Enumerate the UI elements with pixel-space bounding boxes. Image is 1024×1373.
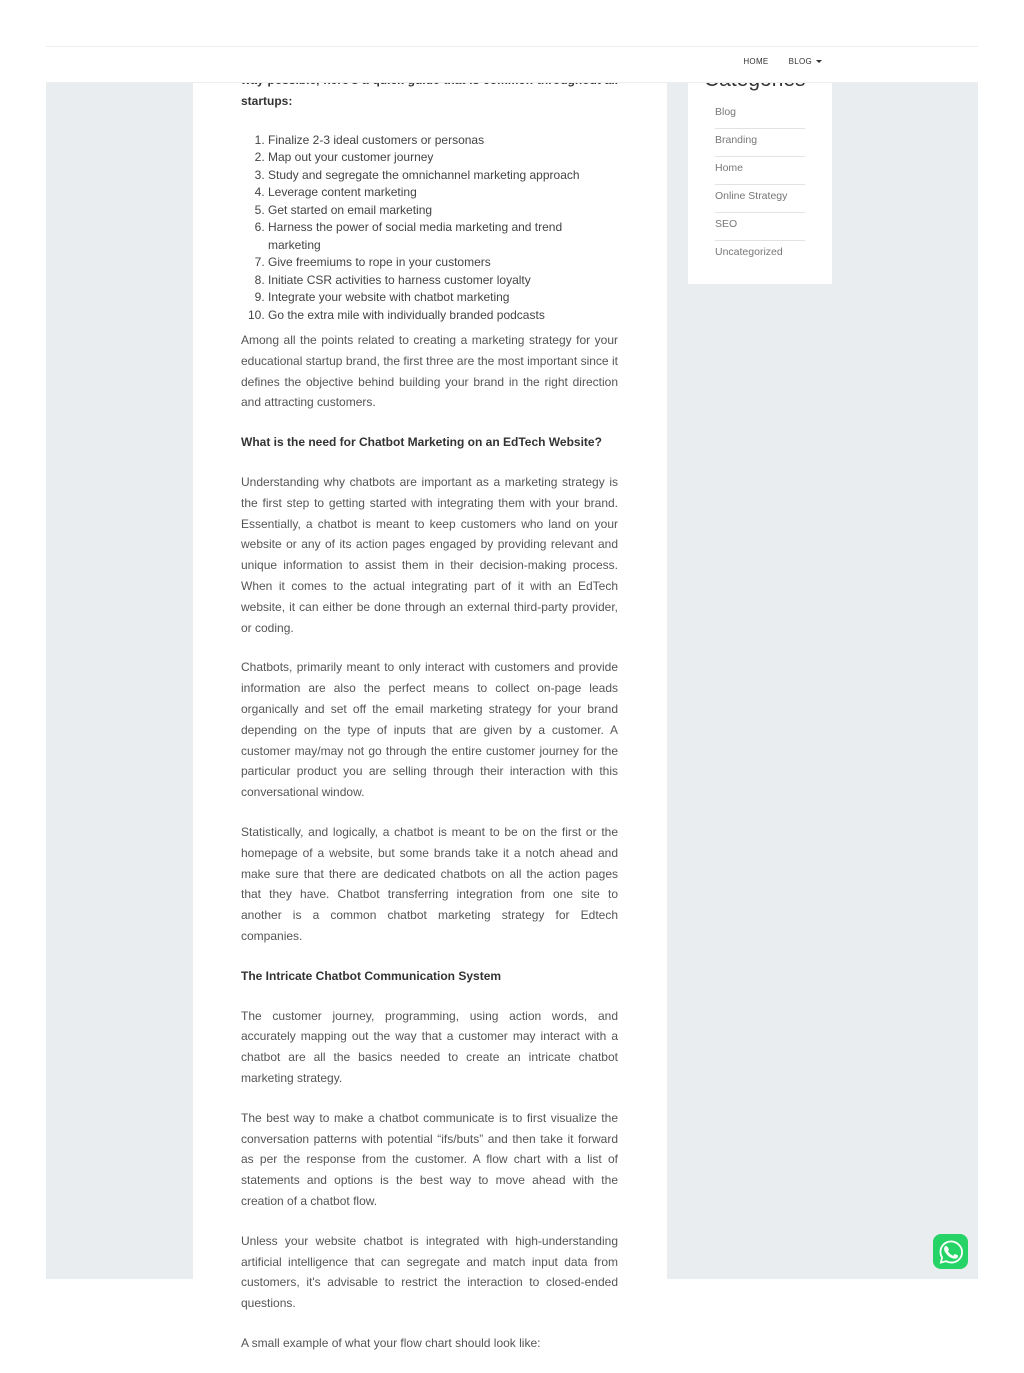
category-link-branding[interactable]: Branding: [715, 130, 805, 157]
list-item: 2. Map out your customer journey: [268, 149, 618, 167]
paragraph: Unless your website chatbot is integrated with high-understanding artificial intelligence that can segregate and match input data from customers, it's advisable to restrict the interaction to closed-ended questions.: [241, 1233, 618, 1311]
list-item: 6. Harness the power of social media marketing and trend marketing: [268, 219, 618, 254]
category-list: [715, 102, 805, 269]
nav-blog-label: BLOG: [788, 57, 812, 66]
list-item: 1. Finalize 2-3 ideal customers or personas: [268, 132, 618, 150]
article-body: [241, 70, 618, 1373]
list-item: 10. Go the extra mile with individually branded podcasts: [268, 307, 618, 325]
list-item: 9. Integrate your website with chatbot marketing: [268, 289, 618, 307]
paragraph: Among all the points related to creating a marketing strategy for your educational startup brand, the first three are the most important since it defines the objective behind building your brand in the right direction and attracting customers.: [241, 333, 618, 410]
strategy-list: [241, 132, 618, 325]
main-content: [193, 46, 667, 1350]
list-item: 4. Leverage content marketing: [268, 184, 618, 202]
paragraph: Chatbots, primarily meant to only interact with customers and provide information are also the perfect means to collect on-page leads organically and set off the email marketing strategy for your brand depending on the type of inputs that are given by a customer. A customer may/may not go through the entire customer journey for the particular product you are selling through their interaction with this conversational window.: [241, 660, 618, 800]
paragraph: The best way to make a chatbot communicate is to first visualize the conversation patterns with potential “ifs/buts” and then take it forward as per the response from the customer. A flow chart with a list of statements and options is the best way to move ahead with the creation of a chatbot flow.: [241, 1110, 618, 1208]
paragraph: Understanding why chatbots are important as a marketing strategy is the first step to getting started with integrating them with your brand. Essentially, a chatbot is meant to keep customers who land on your website or any of its action pages engaged by providing relevant and unique information to assist them in their decision-making process. When it comes to the actual integrating part of it with an EdTech website, it can either be done through an external third-party provider, or coding.: [241, 475, 618, 635]
whatsapp-icon: [938, 1239, 964, 1265]
nav-home[interactable]: HOME: [743, 57, 769, 66]
whatsapp-chat-button[interactable]: [933, 1234, 968, 1269]
nav-blog[interactable]: [789, 57, 822, 66]
list-item: 5. Get started on email marketing: [268, 202, 618, 220]
section-heading: What is the need for Chatbot Marketing on an EdTech Website?: [241, 435, 602, 450]
site-header: [46, 46, 978, 83]
paragraph: The customer journey, programming, using action words, and accurately mapping out the way that a customer may interact with a chatbot are all the basics needed to create an intricate chatbot marketing strategy.: [241, 1008, 618, 1085]
category-link-home[interactable]: Home: [715, 158, 805, 185]
list-item: 8. Initiate CSR activities to harness customer loyalty: [268, 272, 618, 290]
category-link-blog[interactable]: Blog: [715, 102, 805, 129]
section-heading: The Intricate Chatbot Communication System: [241, 968, 502, 983]
category-link-seo[interactable]: SEO: [715, 214, 805, 241]
intro-line: startups:: [241, 93, 293, 108]
main-nav: [743, 57, 822, 66]
category-link-online-strategy[interactable]: Online Strategy: [715, 186, 805, 213]
paragraph: Statistically, and logically, a chatbot is meant to be on the first or the homepage of a website, but some brands take it a notch ahead and make sure that there are dedicated chatbots on all the action pages that they have. Chatbot transferring integration from one site to another is a common chatbot marketing strategy for Edtech companies.: [241, 825, 618, 944]
list-item: 7. Give freemiums to rope in your customers: [268, 254, 618, 272]
category-link-uncategorized[interactable]: Uncategorized: [715, 246, 783, 258]
list-item: 3. Study and segregate the omnichannel marketing approach: [268, 167, 618, 185]
caret-down-icon: [816, 60, 822, 63]
paragraph: A small example of what your flow chart should look like:: [241, 1335, 541, 1350]
